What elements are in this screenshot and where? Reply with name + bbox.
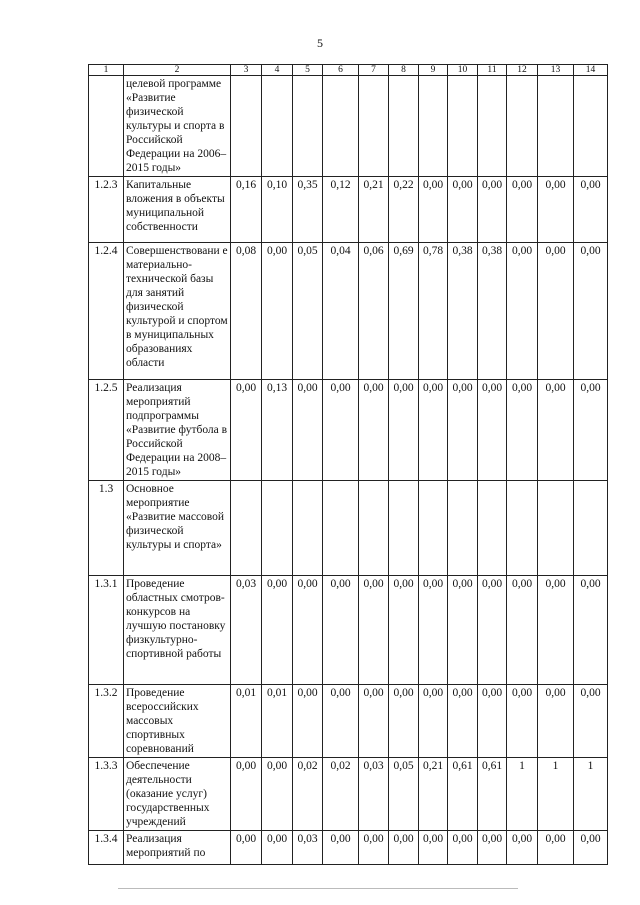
value-cell: 0,00: [389, 831, 419, 865]
column-header: 6: [323, 65, 359, 76]
value-cell: 0,00: [448, 177, 478, 243]
value-cell: [359, 481, 389, 576]
value-cell: 0,00: [323, 831, 359, 865]
table-row: [89, 243, 608, 380]
value-cell: [323, 481, 359, 576]
column-header: 11: [478, 65, 507, 76]
value-cell: 0,00: [323, 685, 359, 758]
value-cell: [231, 481, 262, 576]
value-cell: 0,00: [478, 831, 507, 865]
value-cell: 0,00: [574, 576, 608, 685]
value-cell: 0,22: [389, 177, 419, 243]
value-cell: [419, 481, 448, 576]
value-cell: 0,00: [231, 831, 262, 865]
page-number: 5: [317, 36, 323, 50]
column-header: 9: [419, 65, 448, 76]
value-cell: 0,00: [574, 177, 608, 243]
value-cell: 0,00: [507, 177, 538, 243]
value-cell: 0,03: [293, 831, 323, 865]
value-cell: 0,04: [323, 243, 359, 380]
value-cell: 0,16: [231, 177, 262, 243]
table-row: [89, 576, 608, 685]
value-cell: 0,00: [359, 831, 389, 865]
value-cell: 0,02: [293, 758, 323, 831]
value-cell: 1: [574, 758, 608, 831]
row-description: Проведение всероссийских массовых спортивных соревнований: [124, 685, 231, 758]
value-cell: 0,00: [359, 380, 389, 481]
value-cell: 0,00: [538, 685, 574, 758]
value-cell: [478, 76, 507, 177]
value-cell: 0,00: [507, 380, 538, 481]
value-cell: [448, 76, 478, 177]
column-header: 3: [231, 65, 262, 76]
value-cell: 0,01: [231, 685, 262, 758]
value-cell: [419, 76, 448, 177]
value-cell: 0,00: [538, 576, 574, 685]
column-header: 14: [574, 65, 608, 76]
header-row: [89, 65, 608, 76]
value-cell: 0,00: [389, 380, 419, 481]
value-cell: 0,12: [323, 177, 359, 243]
value-cell: 0,00: [574, 243, 608, 380]
value-cell: 0,00: [478, 380, 507, 481]
value-cell: 0,21: [419, 758, 448, 831]
value-cell: 0,78: [419, 243, 448, 380]
row-number: 1.3: [89, 481, 124, 576]
row-description: Реализация мероприятий по: [124, 831, 231, 865]
value-cell: [507, 481, 538, 576]
value-cell: [538, 76, 574, 177]
row-description: Капитальные вложения в объекты муниципальной собственности: [124, 177, 231, 243]
value-cell: 0,00: [419, 831, 448, 865]
value-cell: 0,00: [478, 685, 507, 758]
column-header: 1: [89, 65, 124, 76]
value-cell: 0,00: [538, 243, 574, 380]
table-row: [89, 758, 608, 831]
value-cell: [293, 481, 323, 576]
column-header: 10: [448, 65, 478, 76]
value-cell: 0,00: [478, 576, 507, 685]
row-description: Основное мероприятие «Развитие массовой физической культуры и спорта»: [124, 481, 231, 576]
value-cell: 0,00: [574, 831, 608, 865]
value-cell: 0,03: [359, 758, 389, 831]
value-cell: 0,61: [448, 758, 478, 831]
column-header: 8: [389, 65, 419, 76]
row-description: Совершенствовани е материально-технической базы для занятий физической культурой и спортом в муниципальных образованиях области: [124, 243, 231, 380]
value-cell: 0,00: [293, 380, 323, 481]
value-cell: [574, 481, 608, 576]
value-cell: 1: [538, 758, 574, 831]
value-cell: 0,69: [389, 243, 419, 380]
value-cell: [448, 481, 478, 576]
row-number: 1.2.5: [89, 380, 124, 481]
value-cell: 0,03: [231, 576, 262, 685]
value-cell: 0,00: [323, 380, 359, 481]
value-cell: [293, 76, 323, 177]
value-cell: 1: [507, 758, 538, 831]
table-row: [89, 481, 608, 576]
value-cell: 0,00: [262, 758, 293, 831]
row-number: 1.3.3: [89, 758, 124, 831]
value-cell: 0,00: [359, 685, 389, 758]
value-cell: 0,00: [478, 177, 507, 243]
value-cell: 0,00: [507, 685, 538, 758]
value-cell: [574, 76, 608, 177]
value-cell: [538, 481, 574, 576]
value-cell: 0,00: [507, 831, 538, 865]
value-cell: 0,00: [419, 685, 448, 758]
value-cell: 0,00: [231, 380, 262, 481]
value-cell: 0,00: [538, 831, 574, 865]
value-cell: [231, 76, 262, 177]
value-cell: 0,00: [419, 177, 448, 243]
row-number: 1.3.1: [89, 576, 124, 685]
table-row: [89, 177, 608, 243]
value-cell: 0,02: [323, 758, 359, 831]
column-header: 2: [124, 65, 231, 76]
value-cell: [389, 481, 419, 576]
value-cell: 0,00: [419, 576, 448, 685]
value-cell: 0,08: [231, 243, 262, 380]
value-cell: 0,00: [507, 243, 538, 380]
row-number: 1.3.4: [89, 831, 124, 865]
row-number: 1.2.4: [89, 243, 124, 380]
value-cell: 0,61: [478, 758, 507, 831]
value-cell: 0,00: [231, 758, 262, 831]
value-cell: [323, 76, 359, 177]
value-cell: 0,00: [507, 576, 538, 685]
value-cell: 0,00: [262, 576, 293, 685]
column-header: 7: [359, 65, 389, 76]
page-edge-line: [118, 888, 518, 889]
value-cell: 0,38: [448, 243, 478, 380]
column-header: 12: [507, 65, 538, 76]
value-cell: 0,00: [448, 576, 478, 685]
value-cell: 0,00: [574, 380, 608, 481]
value-cell: 0,00: [262, 831, 293, 865]
row-description: Обеспечение деятельности (оказание услуг) государственных учреждений: [124, 758, 231, 831]
value-cell: [359, 76, 389, 177]
row-number: [89, 76, 124, 177]
row-description: Реализация мероприятий подпрограммы «Развитие футбола в Российской Федерации на 2008–2015 годы»: [124, 380, 231, 481]
value-cell: 0,00: [574, 685, 608, 758]
value-cell: [478, 481, 507, 576]
value-cell: 0,00: [293, 685, 323, 758]
value-cell: 0,01: [262, 685, 293, 758]
table-header: [89, 65, 608, 76]
table-row: [89, 685, 608, 758]
data-table: [88, 64, 608, 865]
value-cell: 0,00: [538, 177, 574, 243]
value-cell: 0,00: [323, 576, 359, 685]
row-number: 1.3.2: [89, 685, 124, 758]
table-row: [89, 76, 608, 177]
column-header: 4: [262, 65, 293, 76]
value-cell: 0,10: [262, 177, 293, 243]
value-cell: 0,00: [448, 831, 478, 865]
value-cell: 0,00: [359, 576, 389, 685]
column-header: 13: [538, 65, 574, 76]
value-cell: 0,00: [389, 685, 419, 758]
value-cell: [507, 76, 538, 177]
value-cell: 0,13: [262, 380, 293, 481]
value-cell: 0,05: [389, 758, 419, 831]
table-row: [89, 380, 608, 481]
value-cell: 0,06: [359, 243, 389, 380]
value-cell: 0,00: [262, 243, 293, 380]
table-row: [89, 831, 608, 865]
value-cell: [262, 76, 293, 177]
value-cell: 0,00: [419, 380, 448, 481]
row-description: целевой программе «Развитие физической культуры и спорта в Российской Федерации на 2006–2015 годы»: [124, 76, 231, 177]
value-cell: 0,00: [448, 685, 478, 758]
value-cell: 0,38: [478, 243, 507, 380]
row-description: Проведение областных смотров-конкурсов на лучшую постановку физкультурно-спортивной работы: [124, 576, 231, 685]
value-cell: [262, 481, 293, 576]
value-cell: 0,05: [293, 243, 323, 380]
value-cell: 0,35: [293, 177, 323, 243]
value-cell: 0,00: [389, 576, 419, 685]
value-cell: 0,21: [359, 177, 389, 243]
table-body: [89, 76, 608, 865]
row-number: 1.2.3: [89, 177, 124, 243]
column-header: 5: [293, 65, 323, 76]
value-cell: 0,00: [448, 380, 478, 481]
value-cell: 0,00: [538, 380, 574, 481]
value-cell: [389, 76, 419, 177]
value-cell: 0,00: [293, 576, 323, 685]
